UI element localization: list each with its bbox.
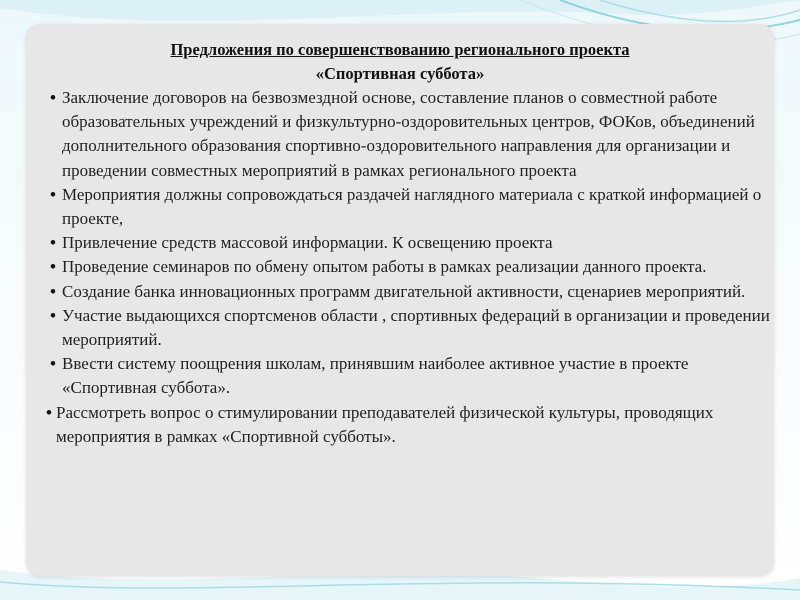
slide-title <box>40 38 760 86</box>
proposal-list <box>46 86 772 449</box>
title-line-1: Предложения по совершенствованию регионального проекта <box>170 40 630 59</box>
bullet-icon: • <box>50 184 56 204</box>
title-line-2: «Спортивная суббота» <box>315 64 485 83</box>
list-item <box>50 280 772 304</box>
list-item-text: Проведение семинаров по обмену опытом работы в рамках реализации данного проекта. <box>62 257 707 277</box>
bullet-icon: • <box>50 233 56 253</box>
list-item <box>50 304 772 352</box>
bullet-icon: • <box>46 402 52 422</box>
list-item <box>50 352 772 400</box>
list-item-text: Мероприятия должны сопровождаться раздачей наглядного материала с краткой информацией о проекте, <box>62 184 762 229</box>
list-item <box>50 231 772 255</box>
bullet-icon: • <box>50 354 56 374</box>
list-item-text: Участие выдающихся спортсменов области , спортивных федераций в организации и проведении мероприятий. <box>62 305 770 350</box>
bullet-icon: • <box>50 305 56 325</box>
list-item-text: Ввести систему поощрения школам, принявшим наиболее активное участие в проекте «Спортивная суббота». <box>62 354 689 398</box>
list-item-text: Рассмотреть вопрос о стимулировании преподавателей физической культуры, проводящих мероприятия в рамках «Спортивной субботы». <box>56 402 714 446</box>
bullet-icon: • <box>50 88 56 107</box>
list-item <box>50 86 772 183</box>
bullet-icon: • <box>50 257 56 277</box>
list-item <box>50 255 772 279</box>
list-item <box>50 183 772 231</box>
list-item-text: Заключение договоров на безвозмездной основе, составление планов о совместной работе образовательных учреждений и физкультурно-оздоровительных центров, ФОКов, объединений дополнительного образования спортивно-оздоровительного направления для организации и проведении совместных мероприятий в рамках регионального проекта <box>62 88 755 180</box>
bullet-icon: • <box>50 281 56 301</box>
list-item <box>46 401 772 449</box>
list-item-text: Привлечение средств массовой информации. К освещению проекта <box>62 233 553 253</box>
list-item-text: Создание банка инновационных программ двигательной активности, сценариев мероприятий. <box>62 281 746 301</box>
